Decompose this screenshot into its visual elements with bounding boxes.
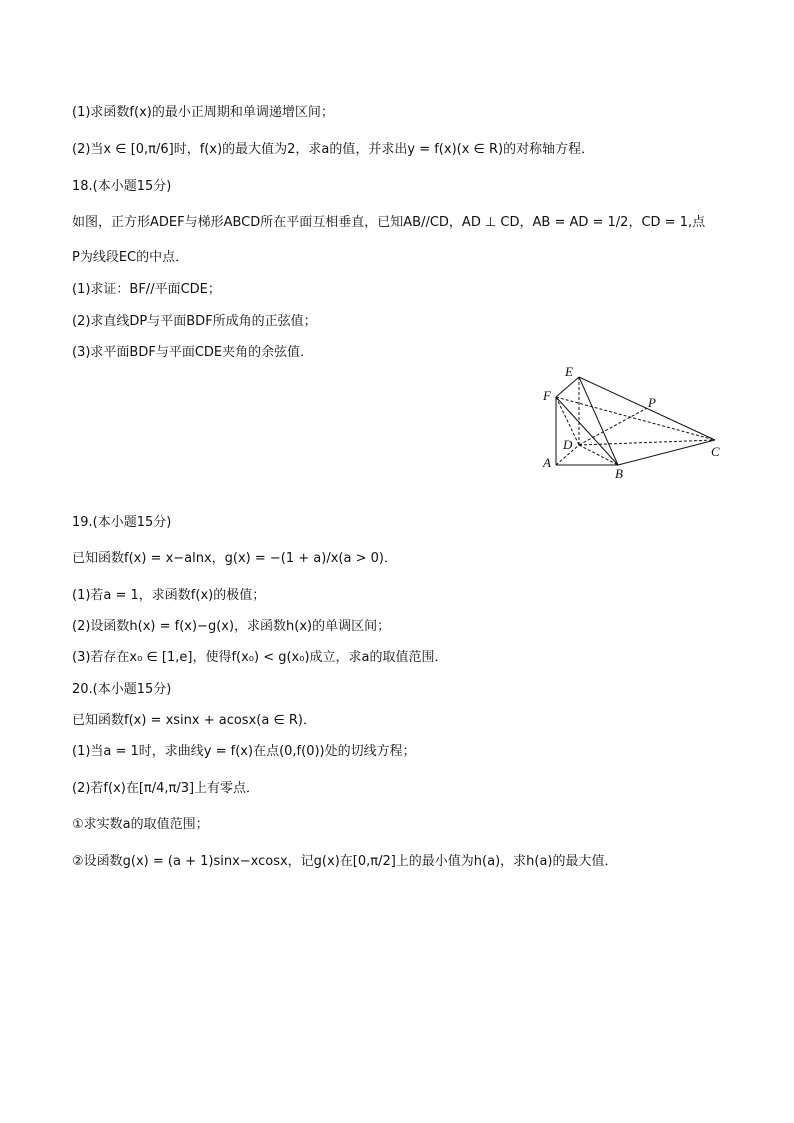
q18-part3: (3)求平面BDF与平面CDE夹角的余弦值． [72, 345, 314, 360]
q18-stem-line2: P为线段EC的中点． [72, 250, 189, 265]
q19-part3: (3)若存在x₀ ∈ [1,e]，使得f(x₀) < g(x₀)成立，求a的取值范围． [72, 650, 448, 665]
q20-sub2: ②设函数g(x) = (a + 1)sinx−xcosx，记g(x)在[0,π/2]上的最小值为h(a)，求h(a)的最大值． [72, 854, 618, 869]
label-F: F [543, 388, 551, 403]
edge-DC [579, 440, 715, 445]
q20-part1: (1)当a = 1时，求曲线y = f(x)在点(0,f(0))处的切线方程； [72, 744, 416, 759]
q18-part1: (1)求证：BF//平面CDE； [72, 282, 221, 297]
q20-header: 20.(本小题15分) [72, 682, 172, 697]
label-B: B [615, 466, 623, 481]
geometry-figure [535, 360, 735, 485]
edge-EB [579, 377, 618, 465]
q20-stem: 已知函数f(x) = xsinx + acosx(a ∈ R)． [72, 713, 317, 728]
q20-part2: (2)若f(x)在[π/4,π/3]上有零点． [72, 781, 260, 796]
q19-part2: (2)设函数h(x) = f(x)−g(x)，求函数h(x)的单调区间； [72, 619, 391, 634]
label-A: A [543, 455, 551, 470]
edge-BC [618, 440, 715, 465]
label-P: P [648, 395, 656, 410]
q20-sub1: ①求实数a的取值范围； [72, 817, 209, 832]
label-D: D [563, 437, 573, 452]
q17-part2: (2)当x ∈ [0,π/6]时，f(x)的最大值为2，求a的值，并求出y = f(x)(x ∈ R)的对称轴方程． [72, 142, 595, 157]
q19-stem: 已知函数f(x) = x−alnx，g(x) = −(1 + a)/x(a > 0)． [72, 551, 397, 566]
label-C: C [711, 444, 720, 459]
edge-FE [556, 377, 579, 397]
q18-header: 18.(本小题15分) [72, 179, 172, 194]
q18-stem-line1: 如图，正方形ADEF与梯形ABCD所在平面互相垂直，已知AB//CD，AD ⊥ CD，AB = AD = 1/2，CD = 1,点 [72, 215, 706, 230]
q17-part1: (1)求函数f(x)的最小正周期和单调递增区间； [72, 105, 334, 120]
q19-header: 19.(本小题15分) [72, 515, 172, 530]
edge-DP [579, 408, 647, 445]
edge-FB [556, 397, 618, 465]
q18-part2: (2)求直线DP与平面BDF所成角的正弦值； [72, 314, 317, 329]
q19-part1: (1)若a = 1，求函数f(x)的极值； [72, 588, 266, 603]
label-E: E [565, 364, 573, 379]
edge-DB [579, 445, 618, 465]
